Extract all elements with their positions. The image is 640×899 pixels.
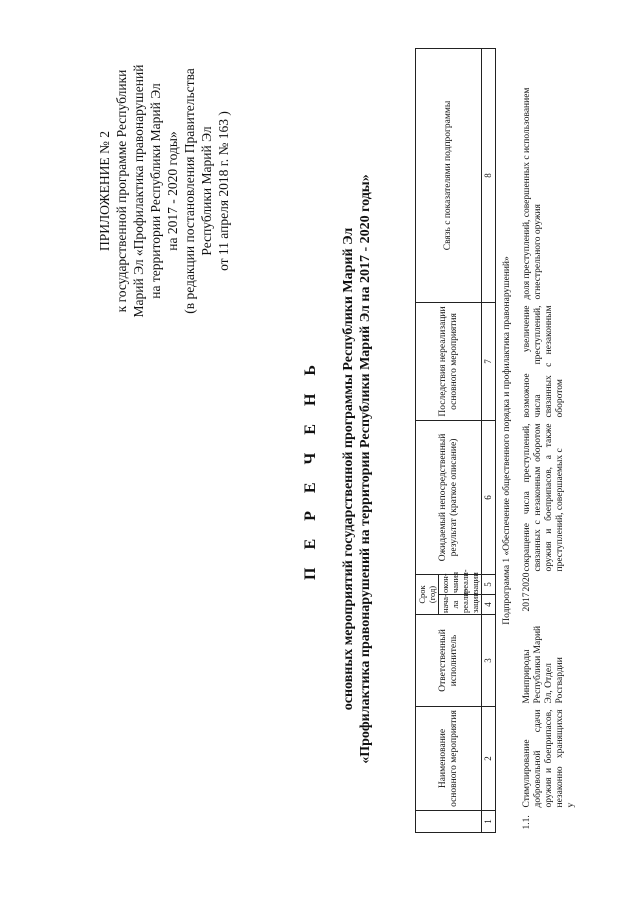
column-numbers-row (482, 48, 496, 832)
appendix-line: на территории Республики Марий Эл (148, 83, 163, 299)
column-number: 8 (482, 48, 496, 302)
appendix-line: Марий Эл «Профилактика правонарушений (131, 64, 146, 318)
header-result: Ожидаемый непосредственный результат (краткое описание) (416, 420, 482, 574)
appendix-block (96, 56, 232, 326)
appendix-line: на 2017 - 2020 годы» (165, 131, 180, 251)
table-row (516, 48, 579, 832)
header-start: нача- ла реали- зации (440, 589, 480, 613)
column-number: 7 (482, 302, 496, 420)
document-heading (302, 119, 374, 819)
row-consequences: возможное увеличение числа преступлений, связанных с незаконным оборотом (521, 305, 565, 418)
measures-table (415, 48, 579, 833)
document-subtitle-line-1: основных мероприятий государственной программы Республики Марий Эл (341, 227, 356, 711)
appendix-line: от 11 апреля 2018 г. № 163 ) (216, 111, 231, 271)
row-number: 1.1. (521, 815, 532, 830)
row-start: 2017 (521, 592, 532, 612)
subprogram-title: Подпрограмма 1 «Обеспечение общественного порядка и профилактика правонарушений» (501, 256, 512, 625)
header-name: Наименование основного мероприятия (416, 707, 482, 811)
subprogram-row (496, 48, 516, 832)
header-link: Связь с показателями подпрограммы (416, 48, 482, 302)
column-number: 4 (482, 595, 496, 615)
table-header-row (416, 48, 439, 832)
document-title: П Е Р Е Ч Е Н Ь (302, 358, 319, 580)
appendix-line: Республики Марий Эл (199, 126, 214, 256)
header-responsible: Ответственный исполнитель (416, 615, 482, 707)
header-term: Срок (год) (416, 574, 439, 614)
appendix-line: (в редакции постановления Правительства (182, 68, 197, 314)
column-number: 1 (482, 811, 496, 833)
column-number: 5 (482, 574, 496, 594)
appendix-line: к государственной программе Республики (114, 69, 129, 313)
column-number: 2 (482, 707, 496, 811)
row-result: сокращение числа преступлений, связанных с незаконным оборотом оружия и боеприпасов, а также преступлений, совершаемых с (521, 423, 565, 572)
column-number: 3 (482, 615, 496, 707)
document-subtitle-line-2: «Профилактика правонарушений на территории Республики Марий Эл на 2017 - 2020 годы» (358, 174, 373, 764)
column-number: 6 (482, 420, 496, 574)
appendix-line: ПРИЛОЖЕНИЕ № 2 (97, 130, 112, 252)
row-responsible: Минприроды Республики Марий Эл, Отдел Росгвардии (521, 625, 565, 704)
row-link: доля преступлений, совершенных с использованием огнестрельного оружия (521, 87, 543, 300)
header-end: окон- чания реали- зации (440, 569, 480, 593)
row-name: Стимулирование добровольной сдачи оружия и боеприпасов, незаконно хранящихся у (521, 709, 576, 808)
header-consequences: Последствия нереализации основного мероприятия (416, 302, 482, 420)
header-number (416, 811, 482, 833)
row-end: 2020 (521, 572, 532, 592)
